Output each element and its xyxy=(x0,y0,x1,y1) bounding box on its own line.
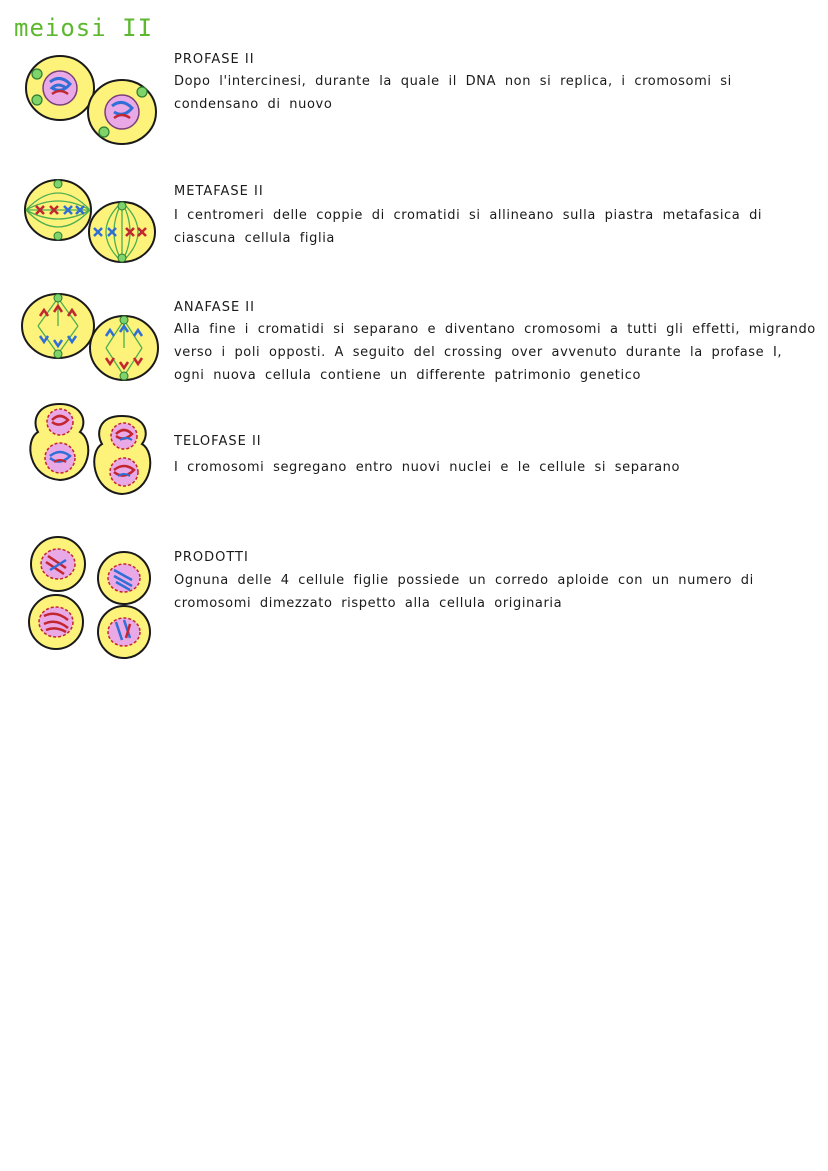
cell-pair-left xyxy=(30,404,88,480)
section-text: Dopo l'intercinesi, durante la quale il DNA non si replica, i cromosomi si condensano di nuovo xyxy=(174,74,732,112)
cell-right xyxy=(88,80,156,144)
daughter-cell-4 xyxy=(98,606,150,658)
cell-pair-right xyxy=(94,416,150,494)
cell-right xyxy=(89,202,155,262)
section-text: Alla fine i cromatidi si separano e diventano cromosomi a tutti gli effetti, migrando verso i poli opposti. A seguito del crossing over avvenuto durante la profase I, ogni nuova cellula contiene un differente patrimonio genetico xyxy=(174,322,816,383)
page-title: meiosi II xyxy=(14,14,154,42)
telofase-2-illustration xyxy=(10,400,160,504)
cell-left xyxy=(22,294,94,358)
section-text: Ognuna delle 4 cellule figlie possiede un corredo aploide con un numero di cromosomi dimezzato rispetto alla cellula originaria xyxy=(174,573,754,611)
section-heading: TELOFASE II xyxy=(174,434,262,449)
section-heading: METAFASE II xyxy=(174,184,264,199)
section-heading: ANAFASE II xyxy=(174,300,255,315)
daughter-cell-3 xyxy=(29,595,83,649)
cell-right xyxy=(90,316,158,380)
cell-left xyxy=(26,56,94,120)
daughter-cell-2 xyxy=(98,552,150,604)
section-text: I centromeri delle coppie di cromatidi si allineano sulla piastra metafasica di ciascuna cellula figlia xyxy=(174,208,763,246)
cell-left xyxy=(25,180,91,240)
daughter-cell-1 xyxy=(31,537,85,591)
profase-2-illustration xyxy=(10,48,160,148)
prodotti-illustration xyxy=(10,536,160,660)
anafase-2-illustration xyxy=(10,290,160,390)
section-heading: PRODOTTI xyxy=(174,550,249,565)
section-text: I cromosomi segregano entro nuovi nuclei e le cellule si separano xyxy=(174,460,681,475)
metafase-2-illustration xyxy=(10,176,160,268)
section-heading: PROFASE II xyxy=(174,52,255,67)
